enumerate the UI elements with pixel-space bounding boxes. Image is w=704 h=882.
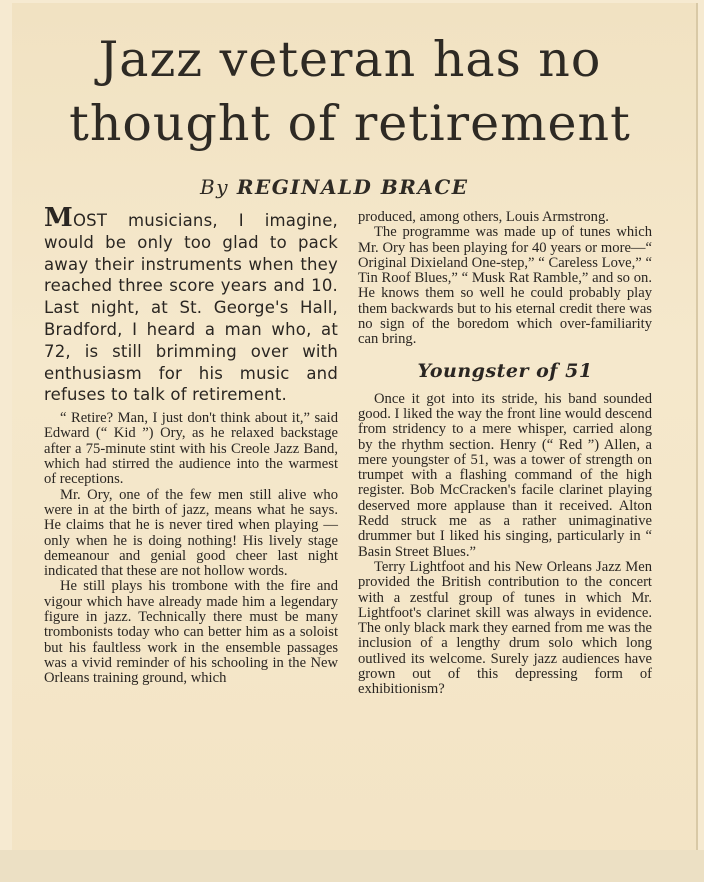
paragraph: He still plays his trombone with the fire and vigour which have already made him a legendary figure in jazz. Technically there must be many trombonists today who can better him as a soloist but his faultless work in the ensemble passages was a vivid reminder of his schooling in the New Orleans training ground, which	[44, 578, 338, 687]
paragraph: Mr. Ory, one of the few men still alive who were in at the birth of jazz, means what he says. He claims that he is never tired when playing —only when he is doing nothing! His lively stage demeanour and genial good cheer last night indicated that these are not hollow words.	[44, 486, 338, 580]
headline-line-1: Jazz veteran has no	[98, 31, 602, 88]
lead-text: OST musicians, I imagine, would be only too glad to pack away their instruments when they reached three score years and 10. Last night, at St. George's Hall, Bradford, I heard a man who, at 72, is still brimming over with enthusiasm for his music and refuses to talk of retirement.	[44, 211, 338, 405]
paragraph: Once it got into its stride, his band sounded good. I liked the way the front line would descend from stridency to a mere whisper, carried along by the rhythm section. Henry (“ Red ”) Allen, a mere youngster of 51, was a tower of strength on trumpet with a flashing command of the high register. Bob McCracken's facile clarinet playing deserved more applause than it received. Alton Redd struck me as a rather unimaginative drummer but I liked his singing, particularly in “ Basin Street Blues.”	[358, 390, 652, 560]
paragraph: “ Retire? Man, I just don't think about it,” said Edward (“ Kid ”) Ory, as he relaxed backstage after a 75-minute stint with his Creole Jazz Band, which had stirred the audience into the warmest of receptions.	[44, 410, 338, 488]
right-column	[358, 210, 652, 698]
byline-prefix: By	[200, 175, 229, 199]
subheading: Youngster of 51	[417, 359, 593, 382]
headline	[40, 28, 660, 156]
paragraph: Terry Lightfoot and his New Orleans Jazz Men provided the British contribution to the concert with a zestful group of tunes in which Mr. Lightfoot's clarinet skill was always in evidence. The only black mark they earned from me was the inclusion of a lengthy drum solo which long outlived its welcome. Surely jazz audiences have grown out of this depressing form of exhibitionism?	[358, 558, 652, 698]
lead-paragraph	[44, 203, 338, 406]
drop-cap: M	[44, 203, 73, 233]
byline-author: REGINALD BRACE	[236, 175, 469, 199]
byline	[200, 175, 500, 199]
bottom-paper-strip	[0, 850, 704, 882]
paragraph: The programme was made up of tunes which Mr. Ory has been playing for 40 years or more—“ Original Dixieland One-step,” “ Careless Love,” “ Tin Roof Blues,” “ Musk Rat Ramble,” and so on. He knows them so well he could probably play them backwards but to his eternal credit there was no sign of the boredom which over-familiarity can bring.	[358, 224, 652, 348]
continuation-paragraph: produced, among others, Louis Armstrong.	[358, 209, 609, 225]
left-column	[44, 203, 338, 687]
headline-line-2: thought of retirement	[69, 95, 631, 152]
